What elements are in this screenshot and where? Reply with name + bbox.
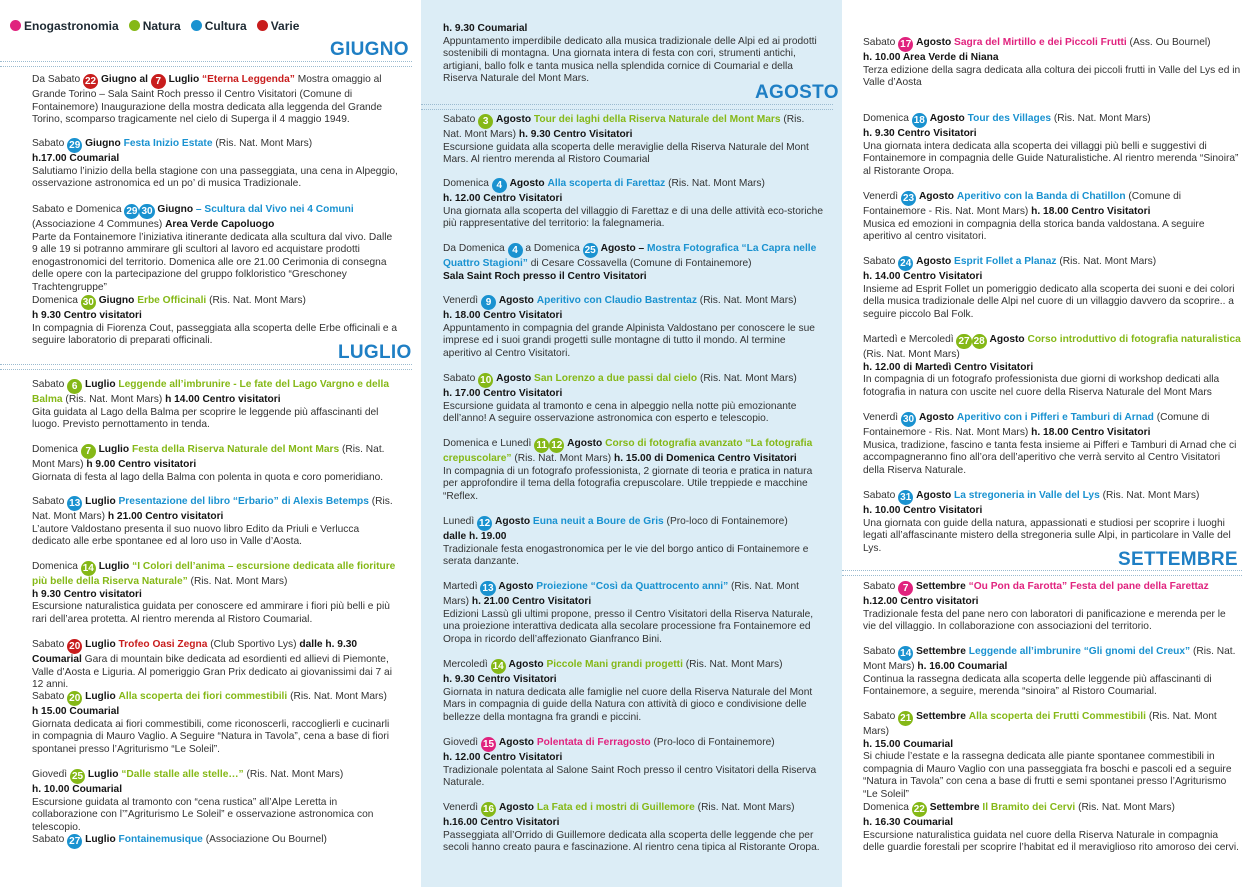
month-heading-giugno: GIUGNO bbox=[330, 39, 409, 60]
event-aperitivo-bastrentaz: Venerdì 9 Agosto Aperitivo con Claudio Bastrentaz (Ris. Nat. Mont Mars) h. 18.00 Centro Visitatori Appuntamento in compagnia del grande Alpinista Valdostano per conoscere le sue imprese ed i suoi grandi progetti sulle montagne di tutto il mondo. Al termine aperitivo al Centro Visitatori. bbox=[443, 295, 815, 359]
enogastronomia-dot-icon bbox=[10, 20, 21, 31]
event-tour-des-villages: Domenica 18 Agosto Tour des Villages (Ris. Nat. Mont Mars) h. 9.30 Centro Visitatori Una giornata intera dedicata alla scoperta dei villaggi più belli e suggestivi di Fontainemore in compagnia delle Guide Naturalistiche. Al rientro merenda “Sinoira” al Ristorante Oropa. bbox=[863, 113, 1239, 177]
cultura-dot-icon bbox=[191, 20, 202, 31]
divider bbox=[421, 104, 833, 110]
event-stregoneria: Sabato 31 Agosto La stregoneria in Valle del Lys (Ris. Nat. Mont Mars) h. 10.00 Centro Visitatori Una giornata con guide della natura, appassionati e studiosi per scoprire i luoghi legati all’affascinante mistero della stregoneria sulle Alpi, in particolare in Valle del Lys. bbox=[863, 490, 1231, 554]
column-giugno-luglio bbox=[0, 0, 421, 887]
event-festa-riserva: Domenica 7 Luglio Festa della Riserva Naturale del Mont Mars (Ris. Nat. Mont Mars) h 9.00 Centro visitatori Giornata di festa al lago della Balma con polenta in quota e coro pomeridiano. bbox=[32, 444, 385, 483]
event-esprit-follet: Sabato 24 Agosto Esprit Follet a Planaz (Ris. Nat. Mont Mars) h. 14.00 Centro Visitatori Insieme ad Esprit Follet un pomeriggio dedicato alla scoperta dei suoni e dei colori della musica tradizionale delle Alpi nel cuore di un villaggio davvero da scoprire.. a seguire piccolo Bal Folk. bbox=[863, 256, 1235, 320]
event-fontainemusique: Sabato 27 Luglio Fontainemusique (Associazione Ou Bournel) bbox=[32, 834, 327, 847]
month-heading-luglio: LUGLIO bbox=[338, 342, 412, 363]
event-gnomi-del-creux: Sabato 14 Settembre Leggende all’imbrunire “Gli gnomi del Creux” (Ris. Nat. Mont Mars) h. 16.00 Coumarial Continua la rassegna dedicata alla scoperta delle leggende più affascinanti di Fontainemore, a seguire, merenda “sinoira” al Ristoro Coumarial. bbox=[863, 646, 1236, 698]
event-polentata-ferragosto: Giovedì 15 Agosto Polentata di Ferragosto (Pro-loco di Fontainemore) h. 12.00 Centro Visitatori Tradizionale polentata al Salone Saint Roch presso il centro Visitatori della Riserva Naturale. bbox=[443, 737, 817, 789]
event-tour-dei-laghi: Sabato 3 Agosto Tour dei laghi della Riserva Naturale del Mont Mars (Ris. Nat. Mont Mars) h. 9.30 Centro Visitatori Escursione guidata alla scoperta delle meraviglie della Riserva Naturale del Mont Mars. Al rientro merenda al Ristoro Coumarial bbox=[443, 114, 809, 166]
event-trofeo-oasi-zegna: Sabato 20 Luglio Trofeo Oasi Zegna (Club Sportivo Lys) dalle h. 9.30 Coumarial Gara di mountain bike dedicata ad esordienti ed allievi di Piemonte, Valle d’Aosta e Liguria. Al pomeriggio Gran Prix dedicato ai giovanissimi dai 7 ai 12 anni. bbox=[32, 639, 392, 691]
event-scultura-dal-vivo: Sabato e Domenica 29 30 Giugno – Scultura dal Vivo nei 4 Comuni (Associazione 4 Communes) Area Verde Capoluogo Parte da Fontainemore l’iniziativa itinerante dedicata alla scultura dal vivo. Dalle 9 alle 19 si potranno ammirare gli scultori al lavoro ed acquistare prodotti enogastronomici del territorio. Domenica alle ore 21.00 Cerimonia di consegna delle opere con la partecipazione del gruppo folkloristico “Greschoney Trachtengruppe” bbox=[32, 204, 393, 293]
month-heading-agosto: AGOSTO bbox=[755, 82, 839, 103]
event-presentazione-erbario: Sabato 13 Luglio Presentazione del libro “Erbario” di Alexis Betemps (Ris. Nat. Mont Mars) h 21.00 Centro visitatori L’autore Valdostano presenta il suo nuovo libro Edito da Priuli e Verlucca dedicato alle erbe spontanee ed al loro uso in Valle d’Aosta. bbox=[32, 496, 393, 548]
event-dalle-stalle: Giovedì 25 Luglio “Dalle stalle alle stelle…” (Ris. Nat. Mont Mars) h. 10.00 Coumarial Escursione guidata al tramonto con “cena rustica” all’Alpe Leretta in collaborazione con l’”Agriturismo Le Soleil” e osservazione astronomica con telescopio. bbox=[32, 769, 374, 833]
event-scoperta-farettaz: Domenica 4 Agosto Alla scoperta di Farettaz (Ris. Nat. Mont Mars) h. 12.00 Centro Visitatori Una giornata alla scoperta del villaggio di Farettaz e di una delle attività eco-storiche più rappresentative del territorio: la falegnameria. bbox=[443, 178, 823, 230]
event-fiori-commestibili: Sabato 20 Luglio Alla scoperta dei fiori commestibili (Ris. Nat. Mont Mars) h 15.00 Coumarial Giornata dedicata ai fiori commestibili, come riconoscerli, raccoglierli e cucinarli in compagnia di Mauro Vaglio. A Seguire “Natura in Tavola”, cena a base di fiori spontanei presso l’Agriturismo “Le Soleil”. bbox=[32, 691, 390, 755]
column-agosto bbox=[421, 0, 842, 887]
event-corso-fotografia-avanzato: Domenica e Lunedì 11 12 Agosto Corso di fotografia avanzato “La fotografia crepuscolare” (Ris. Nat. Mont Mars) h. 15.00 di Domenica Centro Visitatori In compagnia di un fotografo professionista, 2 giornate di teoria e pratica in natura per approfondire il tema della fotografia crepuscolare. Utile treppiede e macchine “Reflex. bbox=[443, 438, 813, 502]
event-eterna-leggenda: Da Sabato 22 Giugno al 7 Luglio “Eterna Leggenda” Mostra omaggio al Grande Torino – Sala Saint Roch presso il Centro Visitatori (Comune di Fontainemore) Inaugurazione della mostra dedicata alla leggenda del Grande Torino, scomparso tragicamente nel cielo di Superga il 4 maggio 1949. bbox=[32, 74, 382, 126]
event-colori-anima: Domenica 14 Luglio “I Colori dell’anima – escursione dedicata alle fioriture più belle della Riserva Naturale” (Ris. Nat. Mont Mars) h 9.30 Centro visitatori Escursione naturalistica guidata per conoscere ed ammirare i fiori più belli e più rari dell’area protetta. Al rientro merenda al Ristoro Coumarial. bbox=[32, 561, 396, 625]
varie-dot-icon bbox=[257, 20, 268, 31]
month-heading-settembre: SETTEMBRE bbox=[1118, 549, 1238, 570]
event-erbe-officinali: Domenica 30 Giugno Erbe Officinali (Ris. Nat. Mont Mars) h 9.30 Centro visitatori In compagnia di Fiorenza Cout, passeggiata alla scoperta delle Erbe officinali e a seguire laboratorio di preparati officinali. bbox=[32, 295, 398, 347]
event-aperitivo-chatillon: Venerdì 23 Agosto Aperitivo con la Banda di Chatillon (Comune di Fontainemore - Ris. Nat. Mont Mars) h. 18.00 Centro Visitatori Musica ed emozioni in compagnia della storica banda valdostana. A seguire aperitivo al centro visitatori. bbox=[863, 191, 1205, 243]
divider bbox=[842, 570, 1242, 576]
event-mostra-fotografica-capra: Da Domenica 4 a Domenica 25 Agosto – Mostra Fotografica “La Capra nelle Quattro Stagioni” di Cesare Cossavella (Comune di Fontainemore) Sala Saint Roch presso il Centro Visitatori bbox=[443, 243, 817, 282]
event-frutti-commestibili: Sabato 21 Settembre Alla scoperta dei Frutti Commestibili (Ris. Nat. Mont Mars) h. 15.00 Coumarial Si chiude l’estate e la rassegna dedicata alle piante spontanee commestibili in compagnia di Mauro Vaglio con una passeggiata fra boschi e pascoli ed a seguire “Natura in Tavola” con cena a base di frutti e semi spontanei presso l’Agriturismo “Le Soleil” bbox=[863, 711, 1232, 800]
event-pifferi-tamburi: Venerdì 30 Agosto Aperitivo con i Pifferi e Tamburi di Arnad (Comune di Fontainemore - Ris. Nat. Mont Mars) h. 18.00 Centro Visitatori Musica, tradizione, fascino e tanta festa insieme ai Pifferi e Tamburi di Arnad che ci accompagneranno fino all’ora dell’aperitivo che verrà servito al Centro Visitatori della Riserva Naturale. bbox=[863, 412, 1237, 476]
event-leggende-imbrunire-fate: Sabato 6 Luglio Leggende all’imbrunire - Le fate del Lago Vargno e della Balma (Ris. Nat. Mont Mars) h 14.00 Centro visitatori Gita guidata al Lago della Balma per scoprire le leggende più affascinanti del luogo. Previsto pernottamento in tenda. bbox=[32, 379, 389, 431]
event-ou-pon-da-farotta: Sabato 7 Settembre “Ou Pon da Farotta” Festa del pane della Farettaz h.12.00 Centro visitatori Tradizionale festa del pane nero con laboratori di panificazione e merenda per le vie del villaggio. In collaborazione con associazioni del territorio. bbox=[863, 581, 1226, 633]
event-festa-inizio-estate: Sabato 29 Giugno Festa Inizio Estate (Ris. Nat. Mont Mars) h.17.00 Coumarial Salutiamo l’inizio della bella stagione con una passeggiata, una cena in Alpeggio, osservazione astronomica ed un po’ di musica Tradizionale. bbox=[32, 138, 398, 190]
event-corso-introduttivo-fotografia: Martedì e Mercoledì 27 28 Agosto Corso introduttivo di fotografia naturalistica (Ris. Nat. Mont Mars) h. 12.00 di Martedì Centro Visitatori In compagnia di un fotografo professionista due giorni di workshop dedicati alla fotografia in natura con uscite nel cuore della Riserva Naturale del Mont Mars bbox=[863, 334, 1241, 398]
legend-label-natura: Natura bbox=[142, 19, 181, 33]
event-fontainemusique-continued: h. 9.30 Coumarial Appuntamento imperdibile dedicato alla musica tradizionale delle Alpi ed ai prodotti sostenibili di montagna. Una giornata intera di festa con cori, strumenti antichi, artigiani, ballo folk e tanta musica nella splendida cornice di Coumarial e della Riserva Naturale del Mont Mars. bbox=[443, 23, 817, 85]
event-piccole-mani: Mercoledì 14 Agosto Piccole Mani grandi progetti (Ris. Nat. Mont Mars) h. 9.30 Centro Visitatori Giornata in natura dedicata alle famiglie nel cuore della Riserva Naturale del Mont Mars in compagnia di guide della Natura con attività di gioco e condivisione delle bellezze della montagna fra grandi e piccini. bbox=[443, 659, 813, 723]
natura-dot-icon bbox=[129, 20, 140, 31]
event-san-lorenzo: Sabato 10 Agosto San Lorenzo a due passi dal cielo (Ris. Nat. Mont Mars) h. 17.00 Centro Visitatori Escursione guidata al tramonto e cena in alpeggio nella notte più emozionante dell’anno! A seguire osservazione astronomica con esperto e telescopio. bbox=[443, 373, 797, 425]
event-proiezione: Martedì 13 Agosto Proiezione “Così da Quattrocento anni” (Ris. Nat. Mont Mars) h. 21.00 Centro Visitatori Edizioni Lassù gli ultimi propone, presso il Centro Visitatori della Riserva Naturale, una proiezione interattiva dedicata alla secolare processione fra Fontainemore ed Oropa in ricordo dell’affezionato Gianfranco Bini. bbox=[443, 581, 814, 645]
divider bbox=[0, 61, 412, 67]
event-fata-guillemore: Venerdì 16 Agosto La Fata ed i mostri di Guillemore (Ris. Nat. Mont Mars) h.16.00 Centro Visitatori Passeggiata all’Orrido di Guillemore dedicata alla scoperta delle leggende che per secoli hanno creato paura e fascinazione. Al rientro cena tipica al Ristorante Oropa. bbox=[443, 802, 820, 854]
divider bbox=[0, 364, 412, 370]
category-legend bbox=[10, 19, 309, 33]
legend-label-cultura: Cultura bbox=[204, 19, 247, 33]
column-agosto-settembre bbox=[842, 0, 1250, 887]
event-bramito-cervi: Domenica 22 Settembre Il Bramito dei Cervi (Ris. Nat. Mont Mars) h. 16.30 Coumarial Escursione naturalistica guidata nel cuore della Riserva Naturale in compagnia delle guardie forestali per scoprire l’habitat ed il meraviglioso rito amoroso dei cervi. bbox=[863, 802, 1239, 854]
legend-label-varie: Varie bbox=[270, 19, 300, 33]
event-euna-neuit: Lunedì 12 Agosto Euna neuit a Boure de Gris (Pro-loco di Fontainemore) dalle h. 19.00 Tradizionale festa enogastronomica per le vie del borgo antico di Fontainemore e serata danzante. bbox=[443, 516, 809, 568]
legend-label-enogastronomia: Enogastronomia bbox=[24, 19, 119, 33]
event-sagra-mirtillo: Sabato 17 Agosto Sagra del Mirtillo e dei Piccoli Frutti (Ass. Ou Bournel) h. 10.00 Area Verde di Niana Terza edizione della sagra dedicata alla coltura dei piccoli frutti in Valle del Lys ed in Valle d’Aosta bbox=[863, 37, 1241, 89]
